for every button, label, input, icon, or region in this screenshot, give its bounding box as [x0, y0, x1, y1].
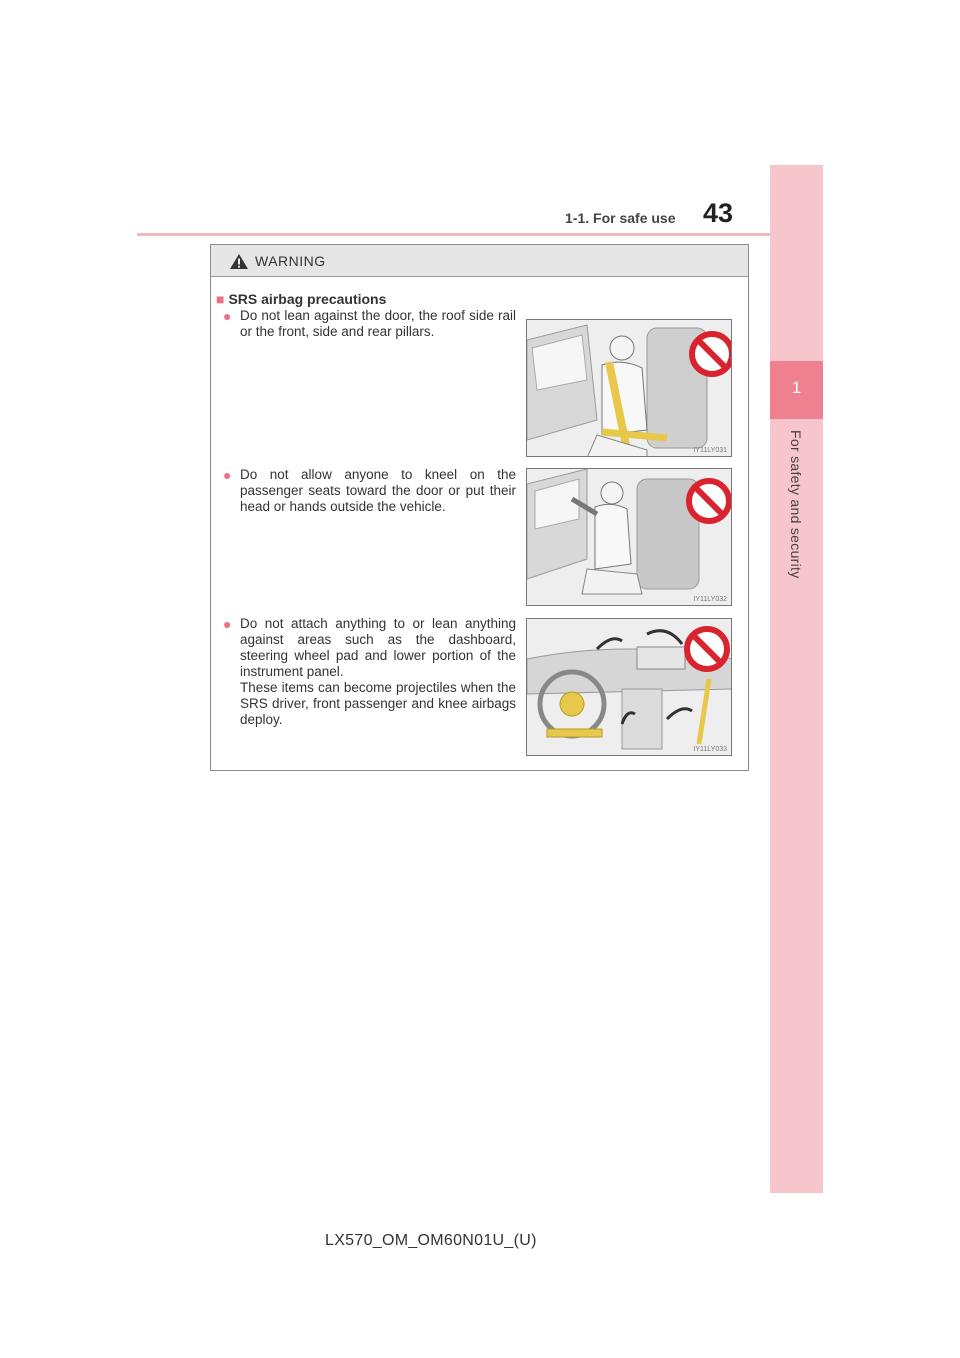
- image-code: IY11LY031: [693, 447, 727, 454]
- illustration-dashboard: [526, 618, 732, 756]
- warning-item-text-continued: These items can become projectiles when the SRS driver, front passenger and knee airbags deploy.: [240, 680, 516, 727]
- warning-item-text: Do not attach anything to or lean anything against areas such as the dashboard, steering wheel pad and lower portion of the instrument panel.: [240, 616, 516, 679]
- warning-triangle-icon: [229, 253, 249, 270]
- warning-label: WARNING: [255, 253, 326, 269]
- warning-header: [211, 245, 748, 277]
- bullet-icon: ●: [223, 467, 232, 483]
- illustration-leaning-door: [526, 319, 732, 457]
- warning-item-text: Do not lean against the door, the roof side rail or the front, side and rear pillars.: [240, 308, 516, 339]
- image-code: IY11LY032: [693, 596, 727, 603]
- chapter-label: For safety and security: [788, 430, 804, 579]
- side-strip: [770, 165, 823, 1193]
- warning-item: [223, 616, 516, 728]
- topic-text: SRS airbag precautions: [228, 291, 387, 307]
- warning-item: [223, 308, 516, 340]
- bullet-icon: ●: [223, 616, 232, 632]
- illustration-kneeling-seat: [526, 468, 732, 606]
- chapter-number: 1: [791, 378, 802, 397]
- warning-item-text: Do not allow anyone to kneel on the passenger seats toward the door or put their head or hands outside the vehicle.: [240, 467, 516, 514]
- image-code: IY11LY033: [693, 746, 727, 753]
- header-rule: [137, 233, 823, 236]
- footer-doc-code: LX570_OM_OM60N01U_(U): [325, 1232, 537, 1249]
- leaning-door-illustration: [527, 320, 732, 457]
- warning-box: [210, 244, 749, 771]
- bullet-icon: ●: [223, 308, 232, 324]
- page-number: 43: [703, 198, 734, 228]
- warning-item: [223, 467, 516, 515]
- square-bullet-icon: ■: [216, 291, 225, 307]
- chapter-tab[interactable]: [770, 361, 823, 419]
- section-title: 1-1. For safe use: [565, 210, 676, 226]
- kneeling-seat-illustration: [527, 469, 732, 606]
- dashboard-illustration: [527, 619, 732, 756]
- topic-heading: [216, 291, 386, 307]
